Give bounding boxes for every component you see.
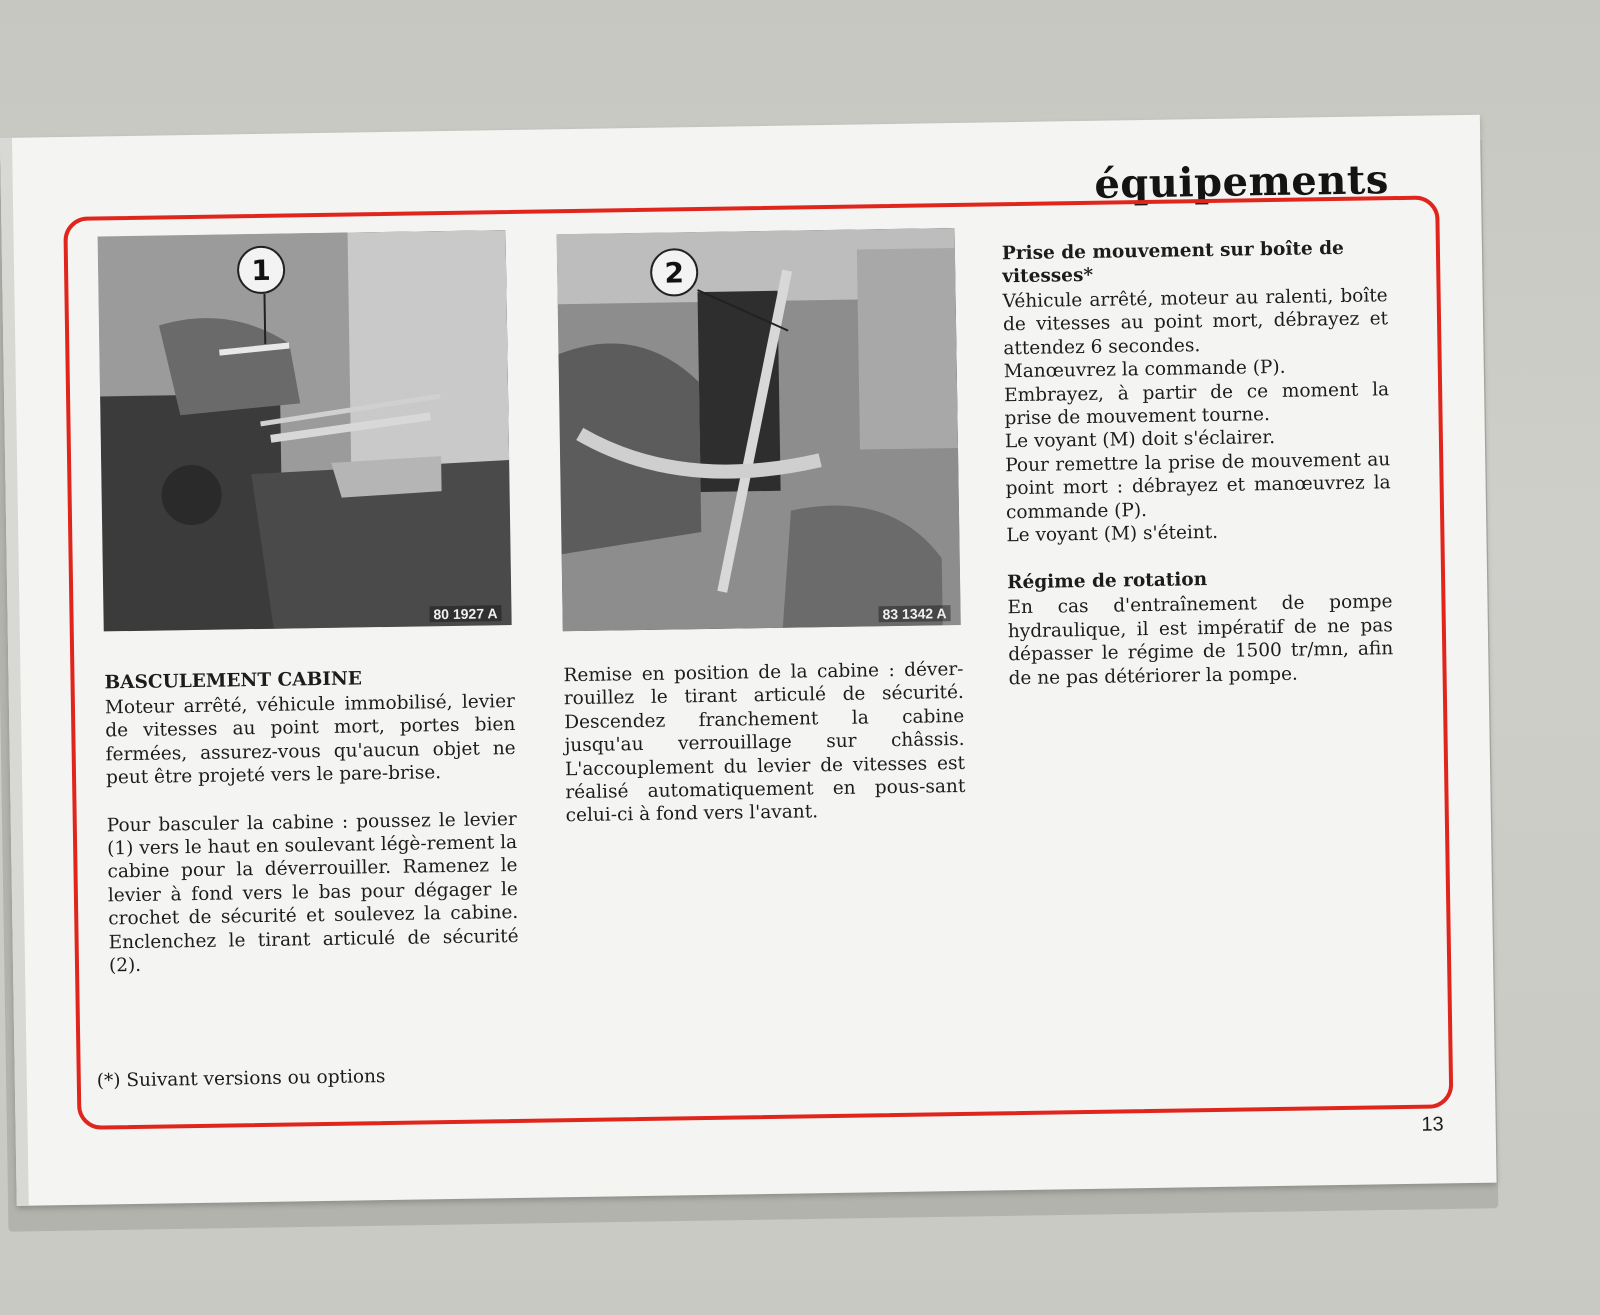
cabin-lever-photo [98, 230, 512, 631]
page-number: 13 [1421, 1113, 1444, 1136]
column-cabin-tilting [104, 665, 519, 978]
photo-code-2: 83 1342 A [878, 605, 950, 622]
column-cabin-reset [563, 658, 966, 828]
engine-illustration-2 [557, 228, 961, 631]
page-title: équipements [1094, 156, 1390, 208]
paragraph-rotation-speed: En cas d'entraînement de pompe hydraulique, il est impératif de ne pas dépasser le régime de 1500 tr/mn, afin de ne pas détériorer la pompe. [1007, 591, 1394, 689]
heading-cabin-tilting: BASCULEMENT CABINE [104, 668, 363, 694]
heading-rotation-speed: Régime de rotation [1006, 569, 1208, 594]
callout-1: 1 [237, 246, 286, 295]
paragraph-preconditions: Moteur arrêté, véhicule immobilisé, levier de vitesses au point mort, portes bien fermées, assurez-vous qu'aucun objet ne peut être projeté vers le pare-brise. [104, 690, 516, 789]
paragraph-cabin-reset: Remise en position de la cabine : déver-rouillez le tirant articulé de sécurité. Descendez franchement la cabine jusqu'au verrouillage sur châssis. L'accouplement du levier de vitesses est réalisé automatiquement en pous-sant celui-ci à fond vers l'avant. [563, 658, 966, 827]
paragraph-power-takeoff: Véhicule arrêté, moteur au ralenti, boîte de vitesses au point mort, débrayez et attendez 6 secondes. Manœuvrez la commande (P). Embrayez, à partir de ce moment la prise de mouvement tourne. Le voyant (M) doit s'éclairer. Pour remettre la prise de mouvement au point mort : débrayez et manœuvrez la commande (P). Le voyant (M) s'éteint. [1002, 285, 1391, 547]
heading-power-takeoff: Prise de mouvement sur boîte de vitesses* [1001, 237, 1345, 288]
callout-2: 2 [650, 248, 699, 297]
manual-page [0, 115, 1497, 1206]
photo-code-1: 80 1927 A [429, 605, 501, 622]
column-power-takeoff [1002, 236, 1394, 690]
footnote: (*) Suivant versions ou options [96, 1066, 386, 1092]
safety-rod-photo [557, 228, 961, 631]
paragraph-tilting-procedure: Pour basculer la cabine : poussez le levier (1) vers le haut en soulevant légè-rement la cabine pour la déverrouiller. Ramenez le levier à fond vers le bas pour dégager le crochet de sécurité et soulevez la cabine. Enclenchez le tirant articulé de sécurité (2). [106, 808, 519, 977]
engine-illustration-1 [98, 230, 512, 631]
